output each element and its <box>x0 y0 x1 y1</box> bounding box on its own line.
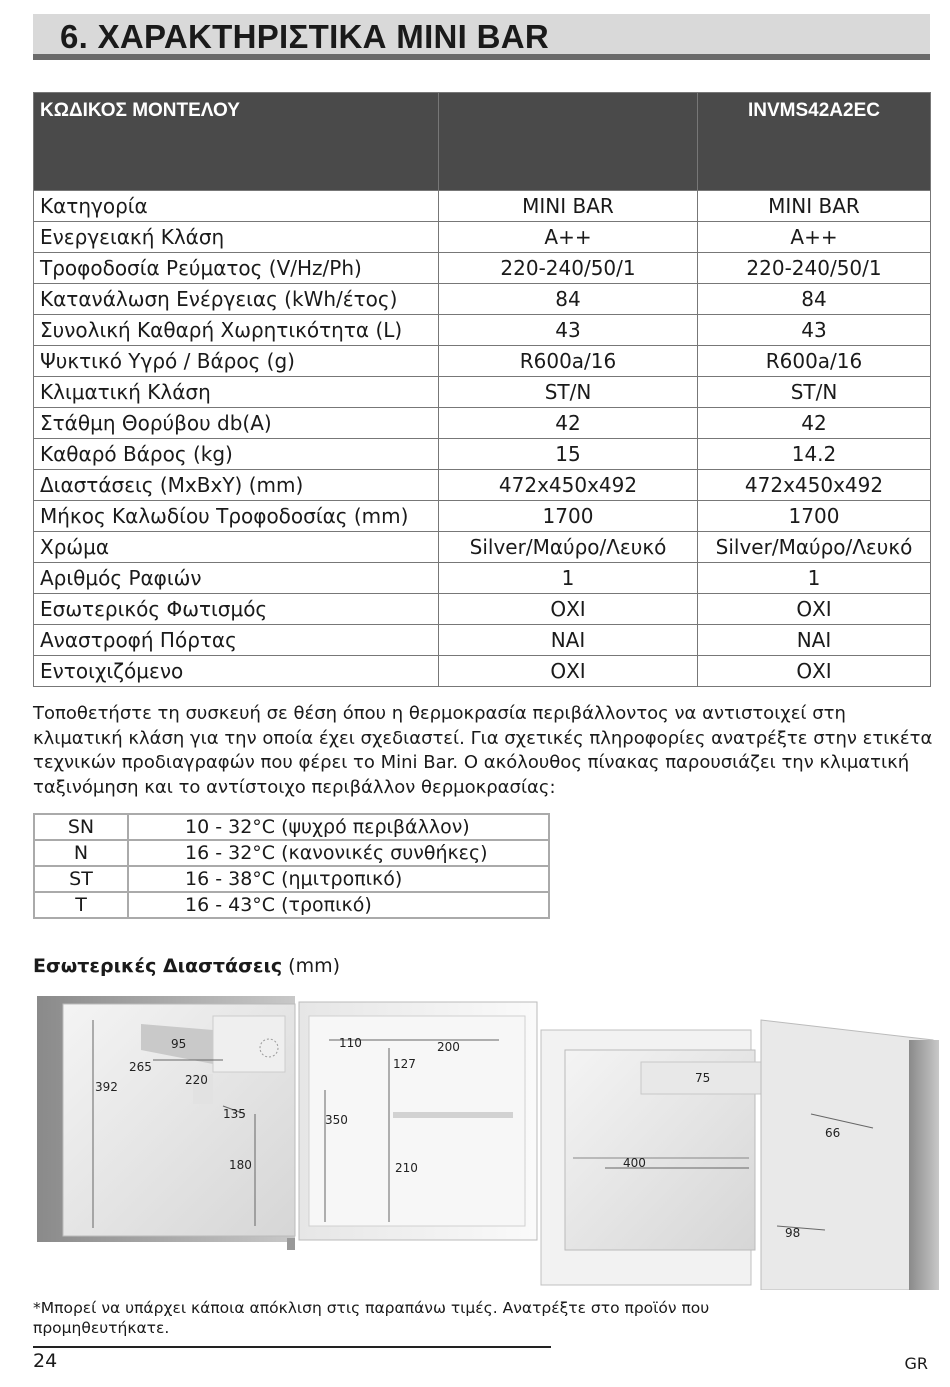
climate-class: ST <box>34 866 128 892</box>
dim-220: 220 <box>185 1073 208 1087</box>
spec-row <box>34 470 931 501</box>
dim-127: 127 <box>393 1057 416 1071</box>
spec-value-col3: ΟΧΙ <box>698 594 931 625</box>
climate-row <box>34 866 549 892</box>
spec-value-col2: 43 <box>439 315 698 346</box>
spec-value-col3: 220-240/50/1 <box>698 253 931 284</box>
spec-value-col3: 43 <box>698 315 931 346</box>
spec-row <box>34 408 931 439</box>
spec-value-col2: 1 <box>439 563 698 594</box>
spec-value-col3: 472x450x492 <box>698 470 931 501</box>
spec-value-col3: MINI BAR <box>698 191 931 222</box>
spec-value-col3: 1700 <box>698 501 931 532</box>
climate-row <box>34 814 549 840</box>
title-bar <box>33 14 930 60</box>
spec-value-col3: ΝΑΙ <box>698 625 931 656</box>
page-number: 24 <box>33 1350 58 1372</box>
spec-row <box>34 563 931 594</box>
spec-label: Στάθμη Θορύβου db(A) <box>34 408 439 439</box>
spec-value-col3: R600a/16 <box>698 346 931 377</box>
spec-value-col2: 220-240/50/1 <box>439 253 698 284</box>
spec-value-col3: 84 <box>698 284 931 315</box>
spec-label: Καθαρό Βάρος (kg) <box>34 439 439 470</box>
dim-180: 180 <box>229 1158 252 1172</box>
spec-label: Ψυκτικό Υγρό / Βάρος (g) <box>34 346 439 377</box>
spec-value-col2: ΟΧΙ <box>439 656 698 687</box>
spec-row <box>34 656 931 687</box>
spec-value-col2: ΟΧΙ <box>439 594 698 625</box>
spec-label: Διαστάσεις (ΜxΒxΥ) (mm) <box>34 470 439 501</box>
spec-value-col2: ST/N <box>439 377 698 408</box>
specs-table <box>33 92 931 687</box>
climate-row <box>34 892 549 918</box>
dim-400: 400 <box>623 1156 646 1170</box>
footer-rule <box>33 1346 551 1348</box>
spec-label: Μήκος Καλωδίου Τροφοδοσίας (mm) <box>34 501 439 532</box>
dim-210: 210 <box>395 1161 418 1175</box>
dim-98: 98 <box>785 1226 801 1240</box>
spec-row <box>34 501 931 532</box>
climate-class: SN <box>34 814 128 840</box>
spec-row <box>34 284 931 315</box>
dim-350: 350 <box>325 1113 348 1127</box>
climate-range: 16 - 43°C (τροπικό) <box>128 892 549 918</box>
climate-range: 16 - 38°C (ημιτροπικό) <box>128 866 549 892</box>
spec-label: Κατανάλωση Ενέργειας (kWh/έτος) <box>34 284 439 315</box>
spec-value-col2: 472x450x492 <box>439 470 698 501</box>
climate-class: N <box>34 840 128 866</box>
spec-value-col3: Silver/Μαύρο/Λευκό <box>698 532 931 563</box>
spec-row <box>34 253 931 284</box>
fridge-dimensions-photo <box>33 990 943 1290</box>
spec-value-col2: R600a/16 <box>439 346 698 377</box>
dim-66: 66 <box>825 1126 841 1140</box>
climate-range: 16 - 32°C (κανονικές συνθήκες) <box>128 840 549 866</box>
spec-label: Αριθμός Ραφιών <box>34 563 439 594</box>
dim-75: 75 <box>695 1071 711 1085</box>
spec-value-col2: MINI BAR <box>439 191 698 222</box>
spec-label: Κλιματική Κλάση <box>34 377 439 408</box>
fridge-left <box>37 996 295 1250</box>
spec-value-col2: 1700 <box>439 501 698 532</box>
dim-95: 95 <box>171 1037 187 1051</box>
spec-label: Αναστροφή Πόρτας <box>34 625 439 656</box>
spec-label: Κατηγορία <box>34 191 439 222</box>
spec-value-col2: 84 <box>439 284 698 315</box>
dim-200: 200 <box>437 1040 460 1054</box>
spec-label: Χρώμα <box>34 532 439 563</box>
spec-row <box>34 222 931 253</box>
dim-110: 110 <box>339 1036 362 1050</box>
spec-row <box>34 346 931 377</box>
spec-value-col3: 14.2 <box>698 439 931 470</box>
spec-value-col2: 15 <box>439 439 698 470</box>
climate-class: T <box>34 892 128 918</box>
footnote: *Μπορεί να υπάρχει κάποια απόκλιση στις παραπάνω τιμές. Ανατρέξτε στο προϊόν που προμηθευτήκατε. <box>33 1299 710 1337</box>
spec-value-col3: 1 <box>698 563 931 594</box>
spec-label: Εντοιχιζόμενο <box>34 656 439 687</box>
intro-paragraph: Τοποθετήστε τη συσκευή σε θέση όπου η θερμοκρασία περιβάλλοντος να αντιστοιχεί στη κλιματική κλάση για την οποία έχει σχεδιαστεί. Για σχετικές πληροφορίες ανατρέξτε στην ετικέτα τεχνικών προδιαγραφών που φέρει το Mini Bar. Ο ακόλουθος πίνακας παρουσιάζει την κλιματική ταξινόμηση και το αντίστοιχο περιβάλλον θερμοκρασίας: <box>33 703 933 798</box>
page-title: 6. ΧΑΡΑΚΤΗΡΙΣΤΙΚΑ MINI BAR <box>60 18 550 55</box>
dim-135: 135 <box>223 1107 246 1121</box>
spec-label: Εσωτερικός Φωτισμός <box>34 594 439 625</box>
dims-heading <box>33 955 340 977</box>
spec-value-col3: ΟΧΙ <box>698 656 931 687</box>
language-code: GR <box>904 1354 928 1373</box>
header-column-2 <box>439 93 698 191</box>
spec-label: Τροφοδοσία Ρεύματος (V/Hz/Ph) <box>34 253 439 284</box>
spec-row <box>34 594 931 625</box>
climate-row <box>34 840 549 866</box>
spec-row <box>34 532 931 563</box>
spec-row <box>34 191 931 222</box>
climate-table <box>33 813 550 919</box>
climate-range: 10 - 32°C (ψυχρό περιβάλλον) <box>128 814 549 840</box>
spec-value-col3: A++ <box>698 222 931 253</box>
spec-row <box>34 439 931 470</box>
spec-value-col3: 42 <box>698 408 931 439</box>
spec-row <box>34 315 931 346</box>
dim-265: 265 <box>129 1060 152 1074</box>
spec-label: Συνολική Καθαρή Χωρητικότητα (L) <box>34 315 439 346</box>
specs-header-row <box>34 93 931 191</box>
dims-heading-unit: (mm) <box>282 955 341 977</box>
fridge-right <box>541 1020 939 1290</box>
spec-label: Ενεργειακή Κλάση <box>34 222 439 253</box>
header-model-code: ΚΩΔΙΚΟΣ ΜΟΝΤΕΛΟΥ <box>34 93 439 191</box>
spec-value-col3: ST/N <box>698 377 931 408</box>
header-model-number: INVMS42A2EC <box>698 93 931 191</box>
spec-value-col2: A++ <box>439 222 698 253</box>
dim-392: 392 <box>95 1080 118 1094</box>
spec-value-col2: ΝΑΙ <box>439 625 698 656</box>
dims-heading-bold: Εσωτερικές Διαστάσεις <box>33 955 283 977</box>
spec-row <box>34 377 931 408</box>
spec-value-col2: Silver/Μαύρο/Λευκό <box>439 532 698 563</box>
spec-row <box>34 625 931 656</box>
spec-value-col2: 42 <box>439 408 698 439</box>
